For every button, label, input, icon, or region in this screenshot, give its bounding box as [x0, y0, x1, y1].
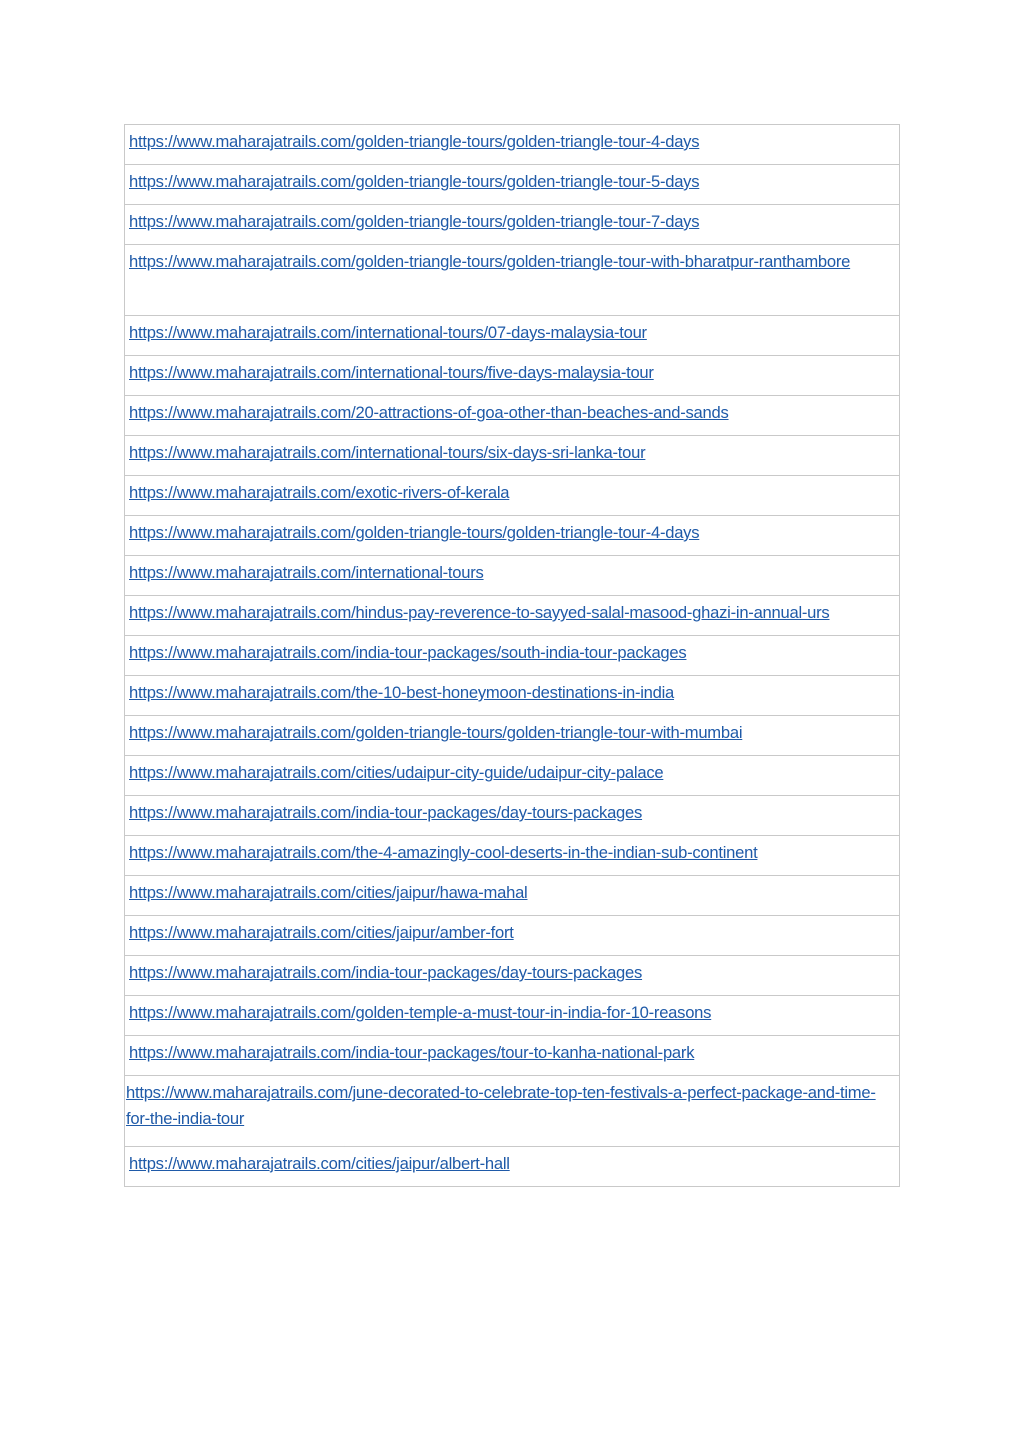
table-row	[125, 836, 900, 876]
table-row	[125, 636, 900, 676]
link-exotic-rivers-of-kerala[interactable]: https://www.maharajatrails.com/exotic-rivers-of-kerala	[129, 483, 510, 502]
table-cell	[125, 516, 900, 556]
link-south-india-tour-packages[interactable]: https://www.maharajatrails.com/india-tour-packages/south-india-tour-packages	[129, 643, 687, 662]
table-cell	[125, 836, 900, 876]
link-five-days-malaysia-tour[interactable]: https://www.maharajatrails.com/international-tours/five-days-malaysia-tour	[129, 363, 654, 382]
link-07-days-malaysia-tour[interactable]: https://www.maharajatrails.com/international-tours/07-days-malaysia-tour	[129, 323, 647, 342]
table-row	[125, 676, 900, 716]
table-cell	[125, 125, 900, 165]
link-golden-triangle-4-days-repeat[interactable]: https://www.maharajatrails.com/golden-triangle-tours/golden-triangle-tour-4-days	[129, 523, 700, 542]
table-cell	[125, 956, 900, 996]
table-row	[125, 916, 900, 956]
table-cell	[125, 1076, 900, 1147]
table-cell	[125, 396, 900, 436]
link-golden-triangle-with-mumbai[interactable]: https://www.maharajatrails.com/golden-triangle-tours/golden-triangle-tour-with-mumbai	[129, 723, 743, 742]
table-row	[125, 996, 900, 1036]
table-row	[125, 165, 900, 205]
table-row	[125, 596, 900, 636]
table-cell	[125, 596, 900, 636]
link-hawa-mahal[interactable]: https://www.maharajatrails.com/cities/jaipur/hawa-mahal	[129, 883, 528, 902]
table-row	[125, 125, 900, 165]
table-row	[125, 436, 900, 476]
table-cell	[125, 245, 900, 316]
link-six-days-sri-lanka-tour[interactable]: https://www.maharajatrails.com/international-tours/six-days-sri-lanka-tour	[129, 443, 646, 462]
link-albert-hall[interactable]: https://www.maharajatrails.com/cities/jaipur/albert-hall	[129, 1154, 510, 1173]
table-cell	[125, 716, 900, 756]
table-cell	[125, 876, 900, 916]
table-cell	[125, 676, 900, 716]
link-day-tours-packages[interactable]: https://www.maharajatrails.com/india-tour-packages/day-tours-packages	[129, 803, 643, 822]
table-row	[125, 1147, 900, 1187]
table-cell	[125, 356, 900, 396]
table-cell	[125, 1036, 900, 1076]
link-golden-triangle-4-days[interactable]: https://www.maharajatrails.com/golden-triangle-tours/golden-triangle-tour-4-days	[129, 132, 700, 151]
link-kanha-national-park[interactable]: https://www.maharajatrails.com/india-tour-packages/tour-to-kanha-national-park	[129, 1043, 695, 1062]
table-row	[125, 716, 900, 756]
link-udaipur-city-palace[interactable]: https://www.maharajatrails.com/cities/udaipur-city-guide/udaipur-city-palace	[129, 763, 664, 782]
table-cell	[125, 556, 900, 596]
table-cell	[125, 165, 900, 205]
link-golden-triangle-7-days[interactable]: https://www.maharajatrails.com/golden-triangle-tours/golden-triangle-tour-7-days	[129, 212, 700, 231]
link-international-tours[interactable]: https://www.maharajatrails.com/international-tours	[129, 563, 484, 582]
table-row	[125, 516, 900, 556]
table-cell	[125, 205, 900, 245]
table-row	[125, 316, 900, 356]
table-row	[125, 245, 900, 316]
table-row	[125, 476, 900, 516]
link-golden-temple[interactable]: https://www.maharajatrails.com/golden-temple-a-must-tour-in-india-for-10-reasons	[129, 1003, 712, 1022]
link-goa-attractions[interactable]: https://www.maharajatrails.com/20-attractions-of-goa-other-than-beaches-and-sands	[129, 403, 729, 422]
table-cell	[125, 1147, 900, 1187]
link-golden-triangle-bharatpur-ranthambore[interactable]: https://www.maharajatrails.com/golden-triangle-tours/golden-triangle-tour-with-bharatpur-ranthambore	[129, 252, 851, 271]
link-june-festivals[interactable]: https://www.maharajatrails.com/june-decorated-to-celebrate-top-ten-festivals-a-perfect-package-and-time-for-the-india-tour	[126, 1083, 876, 1128]
table-row	[125, 956, 900, 996]
table-cell	[125, 796, 900, 836]
table-cell	[125, 756, 900, 796]
link-table	[124, 124, 900, 1187]
table-row	[125, 1036, 900, 1076]
table-row	[125, 396, 900, 436]
table-row	[125, 205, 900, 245]
table-cell	[125, 996, 900, 1036]
table-row	[125, 356, 900, 396]
table-cell	[125, 476, 900, 516]
table-cell	[125, 316, 900, 356]
table-row	[125, 796, 900, 836]
link-cool-deserts[interactable]: https://www.maharajatrails.com/the-4-amazingly-cool-deserts-in-the-indian-sub-continent	[129, 843, 758, 862]
table-row	[125, 1076, 900, 1147]
table-row	[125, 756, 900, 796]
link-honeymoon-destinations[interactable]: https://www.maharajatrails.com/the-10-best-honeymoon-destinations-in-india	[129, 683, 675, 702]
table-cell	[125, 636, 900, 676]
table-cell	[125, 436, 900, 476]
link-amber-fort[interactable]: https://www.maharajatrails.com/cities/jaipur/amber-fort	[129, 923, 514, 942]
link-hindus-pay-reverence[interactable]: https://www.maharajatrails.com/hindus-pay-reverence-to-sayyed-salal-masood-ghazi-in-annual-urs	[129, 603, 830, 622]
table-row	[125, 876, 900, 916]
table-cell	[125, 916, 900, 956]
link-golden-triangle-5-days[interactable]: https://www.maharajatrails.com/golden-triangle-tours/golden-triangle-tour-5-days	[129, 172, 700, 191]
link-day-tours-packages-repeat[interactable]: https://www.maharajatrails.com/india-tour-packages/day-tours-packages	[129, 963, 643, 982]
table-row	[125, 556, 900, 596]
